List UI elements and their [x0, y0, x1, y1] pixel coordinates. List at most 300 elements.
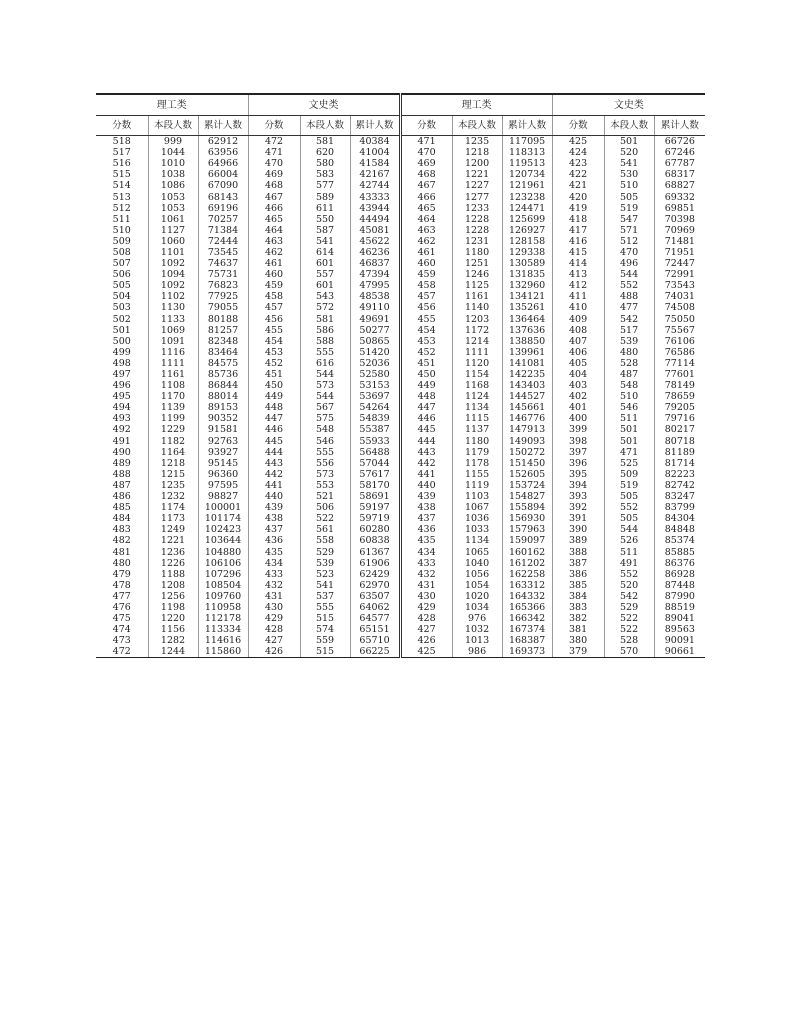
table-cell: 1256 [148, 591, 198, 602]
table-cell: 477 [96, 591, 148, 602]
table-cell: 557 [300, 269, 350, 280]
table-cell: 89041 [664, 613, 695, 625]
table-cell: 58170 [350, 480, 400, 491]
table-cell: 407 [552, 336, 604, 347]
table-cell: 511 [96, 214, 148, 225]
table-row [96, 513, 705, 524]
table-cell: 386 [552, 569, 604, 580]
table-cell: 448 [400, 391, 452, 402]
table-cell: 581 [300, 136, 350, 148]
table-cell: 573 [300, 469, 350, 480]
table-cell: 67090 [198, 180, 248, 191]
table-cell: 432 [400, 569, 452, 580]
column-header-score: 分数 [400, 116, 452, 136]
table-cell: 546 [300, 436, 350, 447]
table-row [96, 358, 705, 369]
table-row [96, 436, 705, 447]
table-cell: 482 [96, 535, 148, 546]
table-cell: 91581 [198, 424, 248, 435]
table-cell: 1111 [452, 347, 502, 358]
table-cell: 78659 [664, 391, 695, 403]
table-cell: 588 [300, 336, 350, 347]
table-cell: 428 [248, 624, 300, 635]
table-cell: 444 [248, 447, 300, 458]
table-cell: 68143 [198, 191, 248, 202]
table-cell: 430 [400, 591, 452, 602]
table-cell: 488 [96, 469, 148, 480]
table-cell: 423 [552, 158, 604, 169]
table-row [96, 613, 705, 624]
table-cell: 449 [248, 391, 300, 402]
column-header-cumulative-count: 累计人数 [502, 116, 552, 136]
table-cell: 449 [400, 380, 452, 391]
table-cell: 541 [300, 236, 350, 247]
table-cell: 66004 [198, 169, 248, 180]
table-cell: 379 [552, 646, 604, 658]
table-cell: 427 [400, 624, 452, 635]
table-cell: 539 [300, 558, 350, 569]
table-cell: 60838 [350, 535, 400, 546]
table-cell: 1044 [148, 147, 198, 158]
table-cell: 52036 [350, 358, 400, 369]
table-cell: 519 [604, 480, 654, 491]
table-cell: 72447 [664, 258, 695, 270]
table-cell: 455 [248, 325, 300, 336]
table-cell: 469 [400, 158, 452, 169]
table-cell: 543 [300, 291, 350, 302]
table-cell: 419 [552, 203, 604, 214]
table-cell: 577 [300, 180, 350, 191]
table-cell: 509 [604, 469, 654, 480]
table-cell: 106106 [198, 558, 248, 569]
table-cell: 495 [96, 391, 148, 402]
table-cell: 402 [552, 391, 604, 402]
table-cell: 76106 [664, 335, 695, 347]
table-cell: 78149 [664, 380, 695, 392]
table-cell: 89563 [664, 624, 695, 636]
table-cell: 47995 [350, 280, 400, 291]
table-cell: 455 [400, 314, 452, 325]
table-cell: 451 [248, 369, 300, 380]
table-cell: 1233 [452, 203, 502, 214]
table-cell: 587 [300, 225, 350, 236]
table-cell: 58691 [350, 491, 400, 502]
table-cell: 400 [552, 413, 604, 424]
table-cell: 390 [552, 524, 604, 535]
table-cell: 65710 [350, 635, 400, 646]
table-cell: 391 [552, 513, 604, 524]
table-cell: 435 [400, 535, 452, 546]
table-cell: 1218 [148, 458, 198, 469]
column-header-score: 分数 [552, 116, 604, 136]
table-cell: 392 [552, 502, 604, 513]
table-cell: 443 [248, 458, 300, 469]
table-cell: 589 [300, 191, 350, 202]
table-cell: 976 [452, 613, 502, 624]
table-cell: 434 [400, 546, 452, 557]
table-cell: 41584 [350, 158, 400, 169]
table-cell: 509 [96, 236, 148, 247]
table-cell: 1101 [148, 247, 198, 258]
table-cell: 387 [552, 558, 604, 569]
table-row [96, 314, 705, 325]
table-cell: 601 [300, 280, 350, 291]
table-cell: 438 [400, 502, 452, 513]
table-cell: 380 [552, 635, 604, 646]
group-header-liberal-arts-1: 文史类 [248, 94, 400, 116]
table-cell: 110958 [198, 602, 248, 613]
table-row [96, 347, 705, 358]
column-header-cumulative-count: 累计人数 [350, 116, 400, 136]
table-row [96, 325, 705, 336]
table-cell: 445 [248, 436, 300, 447]
table-cell: 404 [552, 369, 604, 380]
table-cell: 581 [300, 314, 350, 325]
table-cell: 510 [604, 391, 654, 402]
table-cell: 555 [300, 347, 350, 358]
column-header-segment-count: 本段人数 [148, 116, 198, 136]
table-cell: 1036 [452, 513, 502, 524]
table-cell: 162258 [502, 569, 552, 580]
table-cell: 69851 [664, 202, 695, 214]
table-cell: 75731 [198, 269, 248, 280]
table-cell: 418 [552, 214, 604, 225]
table-cell: 436 [400, 524, 452, 535]
table-cell: 1134 [452, 535, 502, 546]
table-cell: 1156 [148, 624, 198, 635]
table-cell: 141081 [502, 358, 552, 369]
table-cell: 82742 [664, 479, 695, 491]
table-cell: 65151 [350, 624, 400, 635]
table-cell: 469 [248, 169, 300, 180]
table-cell: 1056 [452, 569, 502, 580]
table-row [96, 546, 705, 557]
table-cell: 559 [300, 635, 350, 646]
table-cell: 544 [300, 391, 350, 402]
table-cell: 463 [400, 225, 452, 236]
table-cell: 465 [248, 214, 300, 225]
table-cell: 1161 [148, 369, 198, 380]
table-cell: 429 [400, 602, 452, 613]
table-row [96, 524, 705, 535]
table-cell: 1038 [148, 169, 198, 180]
table-cell: 1173 [148, 513, 198, 524]
table-cell: 553 [300, 480, 350, 491]
table-row [96, 169, 705, 180]
table-cell: 519 [604, 203, 654, 214]
table-cell: 1032 [452, 624, 502, 635]
table-cell: 86376 [664, 557, 695, 569]
table-cell: 92763 [198, 436, 248, 447]
table-cell: 410 [552, 302, 604, 313]
table-cell: 79205 [664, 402, 695, 414]
table-cell: 445 [400, 424, 452, 435]
table-cell: 83247 [664, 491, 695, 503]
column-header-segment-count: 本段人数 [452, 116, 502, 136]
table-cell: 50865 [350, 336, 400, 347]
column-header-score: 分数 [248, 116, 300, 136]
table-cell: 556 [300, 458, 350, 469]
table-cell: 1164 [148, 447, 198, 458]
table-cell: 1228 [452, 214, 502, 225]
table-cell: 411 [552, 291, 604, 302]
table-cell: 415 [552, 247, 604, 258]
table-cell: 523 [300, 569, 350, 580]
table-cell: 614 [300, 247, 350, 258]
table-cell: 86928 [664, 568, 695, 580]
table-cell: 452 [400, 347, 452, 358]
table-cell: 49691 [350, 314, 400, 325]
table-cell: 487 [96, 480, 148, 491]
table-cell: 84848 [664, 524, 695, 536]
table-cell: 474 [96, 624, 148, 635]
table-cell: 385 [552, 580, 604, 591]
table-cell: 1103 [452, 491, 502, 502]
table-cell: 1010 [148, 158, 198, 169]
column-header-score: 分数 [96, 116, 148, 136]
table-cell: 496 [96, 380, 148, 391]
table-cell: 548 [300, 424, 350, 435]
table-cell: 1228 [452, 225, 502, 236]
table-cell: 529 [604, 602, 654, 613]
table-cell: 454 [248, 336, 300, 347]
table-cell: 76823 [198, 280, 248, 291]
table-cell: 572 [300, 302, 350, 313]
table-cell: 465 [400, 203, 452, 214]
table-cell: 520 [604, 147, 654, 158]
table-cell: 41004 [350, 147, 400, 158]
table-cell: 46837 [350, 258, 400, 269]
table-cell: 479 [96, 569, 148, 580]
table-cell: 115860 [198, 646, 248, 658]
table-cell: 124471 [502, 203, 552, 214]
table-cell: 456 [400, 302, 452, 313]
table-cell: 77925 [198, 291, 248, 302]
table-cell: 1235 [452, 136, 502, 148]
table-cell: 42167 [350, 169, 400, 180]
table-cell: 84304 [664, 513, 695, 525]
table-cell: 1220 [148, 613, 198, 624]
table-cell: 436 [248, 535, 300, 546]
table-cell: 48538 [350, 291, 400, 302]
table-cell: 439 [400, 491, 452, 502]
table-cell: 541 [604, 158, 654, 169]
table-cell: 528 [604, 358, 654, 369]
table-cell: 544 [604, 269, 654, 280]
table-cell: 49110 [350, 302, 400, 313]
table-cell: 90352 [198, 413, 248, 424]
table-cell: 426 [248, 646, 300, 658]
table-cell: 43944 [350, 203, 400, 214]
table-cell: 484 [96, 513, 148, 524]
table-cell: 441 [248, 480, 300, 491]
table-cell: 1182 [148, 436, 198, 447]
column-header-cumulative-count: 累计人数 [654, 116, 705, 136]
table-cell: 90091 [664, 635, 695, 647]
table-cell: 131835 [502, 269, 552, 280]
table-cell: 1244 [148, 646, 198, 658]
table-cell: 130589 [502, 258, 552, 269]
table-cell: 1174 [148, 502, 198, 513]
table-cell: 471 [604, 447, 654, 458]
table-row [96, 225, 705, 236]
table-cell: 1115 [452, 413, 502, 424]
table-cell: 505 [604, 513, 654, 524]
table-cell: 384 [552, 591, 604, 602]
table-cell: 1092 [148, 258, 198, 269]
table-cell: 138850 [502, 336, 552, 347]
table-cell: 429 [248, 613, 300, 624]
table-cell: 1139 [148, 402, 198, 413]
table-cell: 45081 [350, 225, 400, 236]
table-cell: 93927 [198, 447, 248, 458]
table-cell: 442 [400, 458, 452, 469]
table-cell: 520 [604, 580, 654, 591]
table-cell: 108504 [198, 580, 248, 591]
column-header-cumulative-count: 累计人数 [198, 116, 248, 136]
table-cell: 516 [96, 158, 148, 169]
table-cell: 69332 [664, 191, 695, 203]
table-cell: 442 [248, 469, 300, 480]
table-row [96, 136, 705, 148]
table-cell: 426 [400, 635, 452, 646]
table-cell: 1061 [148, 214, 198, 225]
table-cell: 552 [604, 502, 654, 513]
table-cell: 68317 [664, 169, 695, 181]
table-cell: 146776 [502, 413, 552, 424]
table-cell: 66225 [350, 646, 400, 658]
table-cell: 1170 [148, 391, 198, 402]
table-cell: 154827 [502, 491, 552, 502]
table-cell: 74031 [664, 291, 695, 303]
table-cell: 81714 [664, 457, 695, 469]
table-cell: 1020 [452, 591, 502, 602]
table-cell: 157963 [502, 524, 552, 535]
table-cell: 408 [552, 325, 604, 336]
table-cell: 555 [300, 447, 350, 458]
table-cell: 616 [300, 358, 350, 369]
table-cell: 492 [96, 424, 148, 435]
table-cell: 56488 [350, 447, 400, 458]
table-cell: 1178 [452, 458, 502, 469]
table-cell: 149093 [502, 436, 552, 447]
table-cell: 420 [552, 191, 604, 202]
table-cell: 85374 [664, 535, 695, 547]
table-cell: 126927 [502, 225, 552, 236]
table-cell: 1065 [452, 546, 502, 557]
table-cell: 54839 [350, 413, 400, 424]
table-cell: 67246 [664, 147, 695, 159]
table-cell: 446 [248, 424, 300, 435]
table-cell: 59197 [350, 502, 400, 513]
table-row [96, 491, 705, 502]
table-cell: 454 [400, 325, 452, 336]
table-cell: 1116 [148, 347, 198, 358]
table-cell: 117095 [502, 136, 552, 148]
table-cell: 1067 [452, 502, 502, 513]
table-cell: 168387 [502, 635, 552, 646]
table-cell: 1214 [452, 336, 502, 347]
column-header-segment-count: 本段人数 [604, 116, 654, 136]
table-cell: 501 [96, 325, 148, 336]
table-cell: 441 [400, 469, 452, 480]
table-cell: 478 [96, 580, 148, 591]
table-cell: 489 [96, 458, 148, 469]
table-cell: 107296 [198, 569, 248, 580]
table-row [96, 280, 705, 291]
table-row [96, 380, 705, 391]
table-cell: 539 [604, 336, 654, 347]
table-cell: 1091 [148, 336, 198, 347]
table-cell: 537 [300, 591, 350, 602]
table-cell: 152605 [502, 469, 552, 480]
table-cell: 72444 [198, 236, 248, 247]
table-cell: 96360 [198, 469, 248, 480]
table-cell: 525 [604, 458, 654, 469]
table-cell: 453 [400, 336, 452, 347]
table-row [96, 336, 705, 347]
table-cell: 134121 [502, 291, 552, 302]
table-cell: 435 [248, 546, 300, 557]
table-cell: 472 [96, 646, 148, 658]
table-cell: 40384 [350, 136, 400, 148]
table-cell: 68827 [664, 180, 695, 192]
table-cell: 446 [400, 413, 452, 424]
table-row [96, 413, 705, 424]
table-cell: 476 [96, 602, 148, 613]
table-cell: 490 [96, 447, 148, 458]
table-row [96, 191, 705, 202]
table-cell: 142235 [502, 369, 552, 380]
table-cell: 505 [604, 191, 654, 202]
table-cell: 515 [300, 646, 350, 658]
table-cell: 102423 [198, 524, 248, 535]
table-cell: 88014 [198, 391, 248, 402]
table-cell: 425 [400, 646, 452, 658]
table-cell: 496 [604, 258, 654, 269]
table-cell: 464 [248, 225, 300, 236]
table-row [96, 369, 705, 380]
table-cell: 611 [300, 203, 350, 214]
table-cell: 453 [248, 347, 300, 358]
table-cell: 470 [400, 147, 452, 158]
table-cell: 457 [400, 291, 452, 302]
table-cell: 97595 [198, 480, 248, 491]
table-cell: 462 [400, 236, 452, 247]
table-cell: 430 [248, 602, 300, 613]
table-cell: 471 [400, 136, 452, 148]
table-cell: 1229 [148, 424, 198, 435]
table-cell: 506 [96, 269, 148, 280]
table-cell: 118313 [502, 147, 552, 158]
table-row [96, 458, 705, 469]
table-cell: 450 [400, 369, 452, 380]
table-cell: 113334 [198, 624, 248, 635]
table-cell: 395 [552, 469, 604, 480]
table-cell: 546 [604, 402, 654, 413]
table-cell: 1108 [148, 380, 198, 391]
table-cell: 1249 [148, 524, 198, 535]
table-cell: 468 [248, 180, 300, 191]
table-cell: 57044 [350, 458, 400, 469]
table-cell: 497 [96, 369, 148, 380]
table-cell: 166342 [502, 613, 552, 624]
table-cell: 1199 [148, 413, 198, 424]
table-cell: 1231 [452, 236, 502, 247]
table-cell: 87990 [664, 590, 695, 602]
table-cell: 472 [248, 136, 300, 148]
table-cell: 507 [96, 258, 148, 269]
